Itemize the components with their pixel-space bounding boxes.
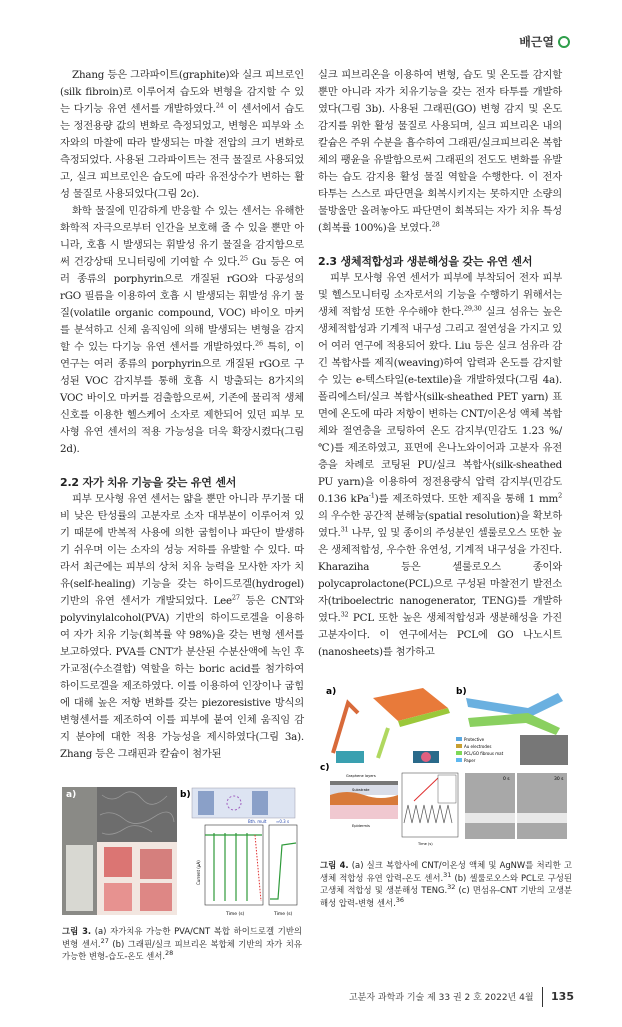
citation: 27 bbox=[231, 593, 240, 602]
legend-entry: Paper bbox=[464, 758, 476, 763]
page-footer bbox=[0, 987, 574, 1007]
citation: 2 bbox=[558, 491, 563, 500]
text-run: (a) 자가치유 가능한 PVA/CNT 복합 하이드로겔 기반의 변형 센서. bbox=[62, 926, 302, 949]
citation: 32 bbox=[340, 610, 349, 619]
text-run: 특히, 이 연구는 여러 종류의 porphyrin으로 개질된 rGO로 구성된 VOC 감지부를 통해 호흡 시 방출되는 8가지의 VOC 바이오 마커를 검출함으로써, 기존에 물리적 생체신호를 이용한 헬스케어 소자로 제한되어 있던 피부 모사형 유연 센서의 적용 가능성을 더욱 확장시켰다(그림 2d). bbox=[60, 341, 304, 455]
text-run: 이 센서에서 습도는 정전용량 값의 변화로 측정되었고, 변형은 피부와 소자와의 마찰에 따라 발생되는 마찰 전압의 크기 변화로 측정되었다. 사용된 그라파이트는 전극 물질로 사용되었고, 실크 피브로인은 습도에 따라 유전상수가 변하는 활성 물질로 사용되었다(그림 2c). bbox=[60, 103, 304, 200]
author-name: 배근열 bbox=[519, 35, 554, 49]
teng-layers bbox=[466, 693, 563, 717]
section-heading: 2.3 생체적합성과 생분해성을 갖는 유연 센서 bbox=[318, 255, 533, 268]
panel-label-c: c) bbox=[320, 763, 330, 773]
text-run: (c) 면섬유-CNT 기반의 고생분해성 압력-변형 센서. bbox=[320, 885, 572, 908]
citation: 32 bbox=[447, 883, 456, 892]
figure-number: 그림 4. bbox=[320, 860, 349, 870]
journal-info: 고분자 과학과 기술 제 33 권 2 호 2022년 4월 bbox=[348, 993, 534, 1003]
x-axis-label: Time (s) bbox=[226, 912, 245, 917]
citation: 24 bbox=[215, 101, 224, 110]
text-run: 실크 섬유는 높은 생체적합성과 기계적 내구성 그리고 절연성을 가지고 있어 여러 연구에 적용되어 왔다. Liu 등은 실크 섬유라 감긴 복합사를 제직(weaving)하여 압력과 온도를 감지할 수 있는 e-텍스타일(e-textile)을 개발하였다(그림 4a). 폴리에스터/실크 복합사(silk-sheathed PET yarn) 표면에 온도에 따라 저항이 변하는 CNT/이온성 액체 복합체와 절연층을 코팅하여 온도 감지부(민감도 1.23 %/℃)를 제조하였고, 표면에 은나노와이어과 고분자 유전층을 차례로 코팅된 PU/실크 복합사(silk-sheathed PU yarn)을 이용하여 정전용량식 압력 감지부(민감도 0.136 kPa bbox=[318, 306, 562, 505]
page-number: 135 bbox=[551, 990, 574, 1003]
right-column bbox=[318, 67, 562, 661]
citation: 31 bbox=[340, 525, 349, 534]
diagram-label: Substrate bbox=[352, 788, 370, 792]
paragraph bbox=[60, 203, 304, 458]
text-run: 피부 모사형 유연 센서는 얇을 뿐만 아니라 무기물 대비 낮은 탄성률의 고분자로 소자 대부분이 이루어져 있기 때문에 반복적 사용에 의한 굽힘이나 파단이 발생하기 쉬우며 이는 소자의 성능 저하를 유발할 수 있다. 따라서 최근에는 피부의 상처 치유 능력을 모사한 자가 치유(self-healing) 기능을 갖는 하이드로겔(hydrogel) 기반의 유연 센서가 개발되었다. Lee bbox=[60, 493, 304, 607]
text-run: Gu 등은 여러 종류의 porphyrin으로 개질된 rGO와 다공성의 rGO 필름을 이용하여 호흡 시 발생되는 휘발성 유기 물질(volatile organic compound, VOC) 바이오 마커를 분석하고 신체 움직임에 의해 발생되는 변형을 감지할 수 있는 다기능 유연 센서를 개발하였다. bbox=[60, 256, 305, 353]
panel-label-b: b) bbox=[180, 790, 191, 800]
sem-image bbox=[520, 735, 568, 765]
annotation-text: Bth. mult bbox=[248, 819, 267, 824]
current-plot-2 bbox=[269, 825, 297, 905]
citation: 28 bbox=[165, 949, 174, 958]
silk-yarn bbox=[333, 703, 358, 753]
figure-number: 그림 3. bbox=[62, 926, 92, 936]
sem-image bbox=[97, 787, 177, 842]
text-run: )를 제조하였다. 또한 제직을 통해 1 mm bbox=[374, 493, 559, 505]
text-run: 등은 CNT와 polyvinylalcohol(PVA) 기반의 하이드로겔을 이용하여 자가 치유 기능(회복률 약 98%)을 갖는 변형 센서를 보고하였다. PVA를 CNT가 분산된 수분산액에 녹인 후 가교점(수소결합) 역할을 하는 boric acid를 첨가하여 하이드로겔을 제조하였다. 이를 이용하여 인장이나 굽힘에 대해 높은 저항 변화를 갖는 piezoresistive 방식의 변형센서를 제조하여 이를 피부에 붙여 인체 움직임 감지 분야에 대한 적용 가능성을 제시하였다(그림 3a). Zhang 등은 그래핀과 칼슘이 첨가된 bbox=[60, 595, 305, 760]
paragraph bbox=[318, 270, 562, 661]
text-run: Zhang 등은 그라파이트(graphite)와 실크 피브로인(silk fibroin)로 이루어져 습도와 변형을 감지할 수 있는 다기능 유연 센서를 개발하였다. bbox=[60, 69, 304, 115]
time-label: 0 s bbox=[503, 777, 510, 782]
figure-3-graphics bbox=[62, 785, 302, 919]
citation: 27 bbox=[100, 936, 109, 945]
text-run: (b) 셀룰로오스와 PCL로 구성된 고생체 적합성 및 생분해성 TENG. bbox=[320, 872, 572, 895]
time-label: 30 s bbox=[554, 777, 564, 782]
text-run: PCL 또한 높은 생체적합성과 생분해성을 가진 고분자이다. 이 연구에서는 PCL에 GO 나노시트(nanosheets)를 첨가하고 bbox=[318, 612, 562, 658]
citation: 25 bbox=[239, 254, 248, 263]
figure-4-caption bbox=[320, 859, 572, 909]
figure-4-graphics bbox=[318, 683, 573, 853]
diagram-label: Epidermis bbox=[352, 824, 370, 828]
text-run: 의 우수한 공간적 분해능(spatial resolution)을 확보하였다. bbox=[318, 510, 562, 539]
figure-3 bbox=[62, 785, 302, 919]
circle-icon bbox=[558, 36, 570, 48]
running-header bbox=[519, 33, 570, 50]
citation: 36 bbox=[395, 895, 405, 904]
legend-entry: Au electrodes bbox=[464, 744, 492, 749]
panel-label-a: a) bbox=[326, 687, 337, 697]
left-column bbox=[60, 67, 304, 763]
section-heading: 2.2 자가 치유 기능을 갖는 유연 센서 bbox=[60, 476, 237, 489]
panel-label-b: b) bbox=[456, 687, 467, 697]
text-run: 실크 피브리온을 이용하여 변형, 습도 및 온도를 감지할 뿐만 아니라 자가 치유기능을 갖는 전자 타투를 개발하였다(그림 3b). 사용된 그래핀(GO) 변형 감지 및 온도 감지를 위한 활성 물질로 사용되며, 실크 피브리온 내의 칼슘은 주위 수분을 흡수하여 그래핀/실크피브리온 복합체의 팽윤을 유발함으로써 그래핀의 전도도 변화를 유발하는 습도 감지용 활성 물질 역할을 수행한다. 이 전자 타투는 스스로 파단면을 회복시키지는 못하지만 소량의 물방울만 올려놓아도 파단면이 회복되는 자가 치유 특성(회복률 100%)을 보였다. bbox=[318, 69, 562, 234]
diagram-label: Graphene layers bbox=[346, 774, 376, 778]
paragraph bbox=[60, 491, 304, 763]
divider bbox=[542, 987, 544, 1007]
text-run: 나무, 잎 및 종이의 주성분인 셀룰로오스 또한 높은 생체적합성, 우수한 유연성, 기계적 내구성을 가진다. Kharaziha 등은 셀룰로오스 종이와 polycaprolactone(PCL)으로 구성된 마찰전기 발전소자(triboelectric nanogenerator, TENG)를 개발하였다. bbox=[318, 527, 562, 624]
legend-entry: PCL/GO fibrous mat bbox=[464, 751, 504, 756]
figure-3-caption bbox=[62, 925, 302, 963]
figure-4 bbox=[318, 683, 573, 853]
citation: -1 bbox=[368, 491, 375, 500]
paragraph bbox=[60, 67, 304, 203]
left-column-wrap bbox=[60, 67, 304, 963]
photo-0s bbox=[465, 773, 515, 839]
graphene-layer bbox=[330, 781, 398, 785]
legend-entry: Protective bbox=[464, 737, 485, 742]
paragraph bbox=[318, 67, 562, 237]
right-column-wrap bbox=[318, 67, 573, 909]
citation: 26 bbox=[255, 339, 263, 348]
panel-label-a: a) bbox=[66, 790, 77, 800]
text-run: (b) 그래핀/실크 피브리온 복합체 기반의 자가 치유 가능한 변형-습도-온도 센서. bbox=[62, 938, 302, 961]
text-run: 피부 모사형 유연 센서가 피부에 부착되어 전자 피부 및 헬스모니터링 소자로서의 기능을 수행하기 위해서는 생체 적합성 또한 우수해야 한다. bbox=[318, 272, 562, 318]
text-run: 화학 물질에 민감하게 반응할 수 있는 센서는 유해한 화학적 자극으로부터 인간을 보호해 줄 수 있을 뿐만 아니라, 호흡 시 발생되는 휘발성 유기 물질을 감지함으로써 건강상태 모니터링에 기여할 수 있다. bbox=[60, 205, 304, 268]
y-axis-label: Current (μA) bbox=[196, 860, 201, 885]
annotation-text: ≈0.3 s bbox=[276, 819, 290, 824]
x-axis-label: Time (s) bbox=[418, 842, 433, 846]
citation: 29,30 bbox=[464, 304, 482, 313]
citation: 28 bbox=[431, 220, 440, 229]
photo-30s bbox=[517, 773, 567, 839]
x-axis-label: Time (s) bbox=[274, 912, 293, 917]
citation: 31 bbox=[443, 870, 452, 879]
text-run: (a) 실크 복합사에 CNT/이온성 액체 및 AgNW를 처리한 고생체 적합성 유연 압력-온도 센서. bbox=[320, 860, 572, 883]
